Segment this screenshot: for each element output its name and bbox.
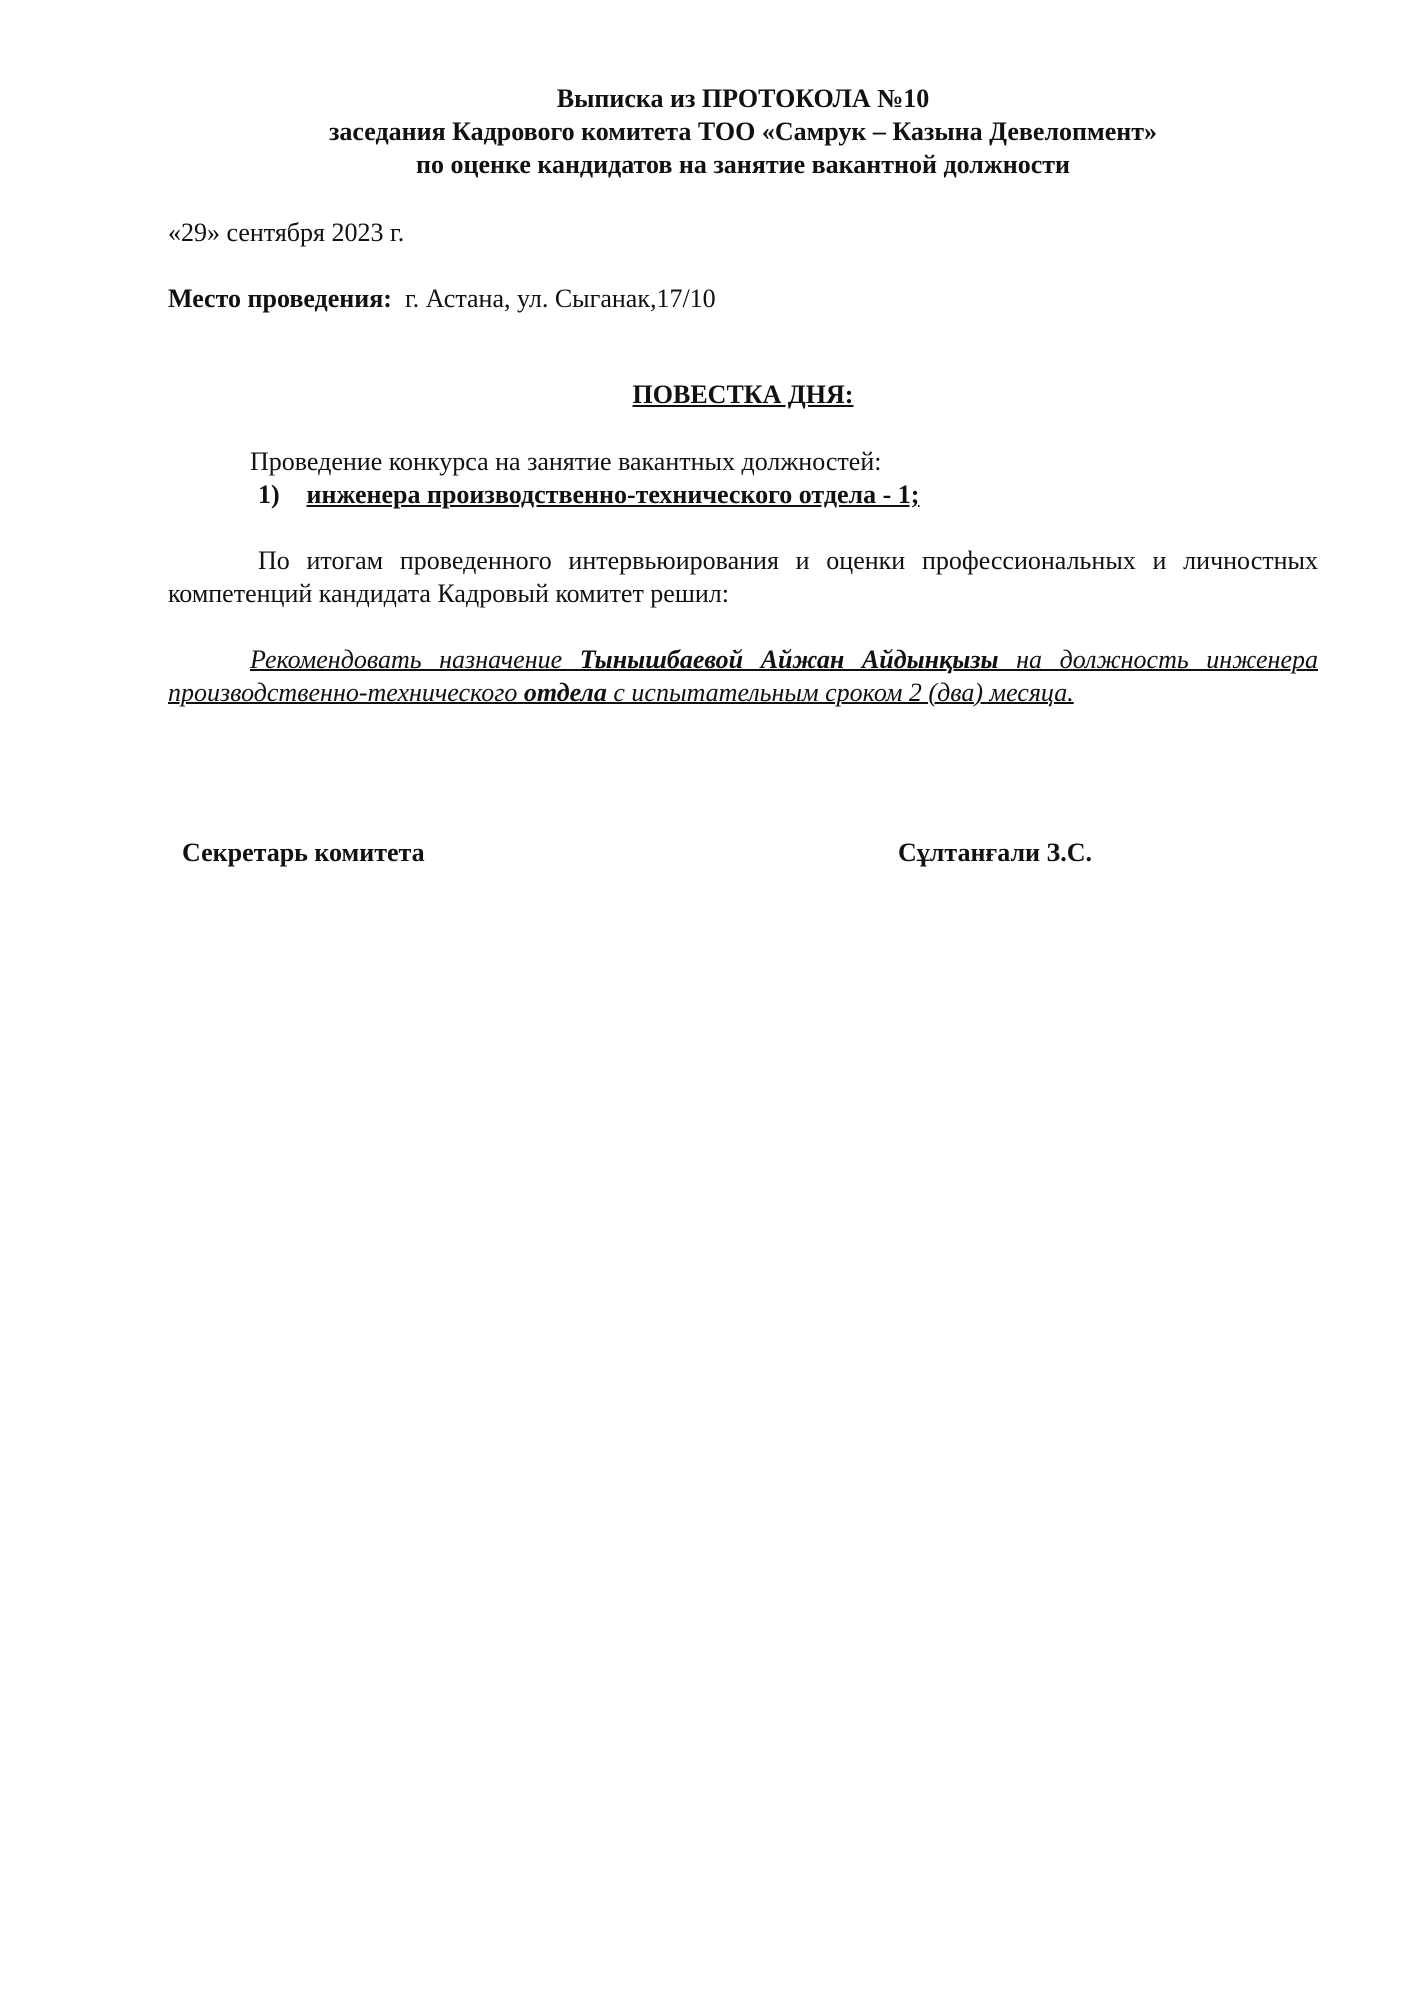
decision-text-start: Рекомендовать назначение <box>250 645 580 674</box>
document-header <box>168 82 1318 181</box>
agenda-item-number: 1) <box>258 480 280 509</box>
agenda-item-text: инженера производственно-технического отдела - 1; <box>306 480 920 509</box>
agenda-item <box>258 480 919 510</box>
header-title: Выписка из ПРОТОКОЛА №10 <box>556 84 930 113</box>
agenda-title: ПОВЕСТКА ДНЯ: <box>632 380 854 409</box>
agenda-intro: Проведение конкурса на занятие вакантных должностей: <box>250 447 882 476</box>
header-subtitle: заседания Кадрового комитета ТОО «Самрук – Казына Девелопмент» <box>328 117 1158 146</box>
candidate-name: Тынышбаевой Айжан Айдынқызы <box>579 645 999 674</box>
header-subject: по оценке кандидатов на занятие вакантной должности <box>416 150 1070 179</box>
signature-role: Секретарь комитета <box>182 838 425 867</box>
decision-paragraph <box>168 643 1318 709</box>
meeting-place-value: г. Астана, ул. Сыганак,17/10 <box>404 284 716 313</box>
meeting-place-label: Место проведения: <box>168 284 392 313</box>
decision-text-middle: на должность инженера производственно-технического <box>168 645 1318 707</box>
result-paragraph: По итогам проведенного интервьюирования и оценки профессиональных и личностных компетенций кандидата Кадровый комитет решил: <box>168 546 1318 608</box>
signature-name: Сұлтанғали З.С. <box>898 838 1093 867</box>
decision-text-end: с испытательным сроком 2 (два) месяца. <box>606 678 1074 707</box>
decision-text-department: отдела <box>523 678 607 707</box>
meeting-place <box>168 284 716 314</box>
meeting-date: «29» сентября 2023 г. <box>168 218 405 247</box>
